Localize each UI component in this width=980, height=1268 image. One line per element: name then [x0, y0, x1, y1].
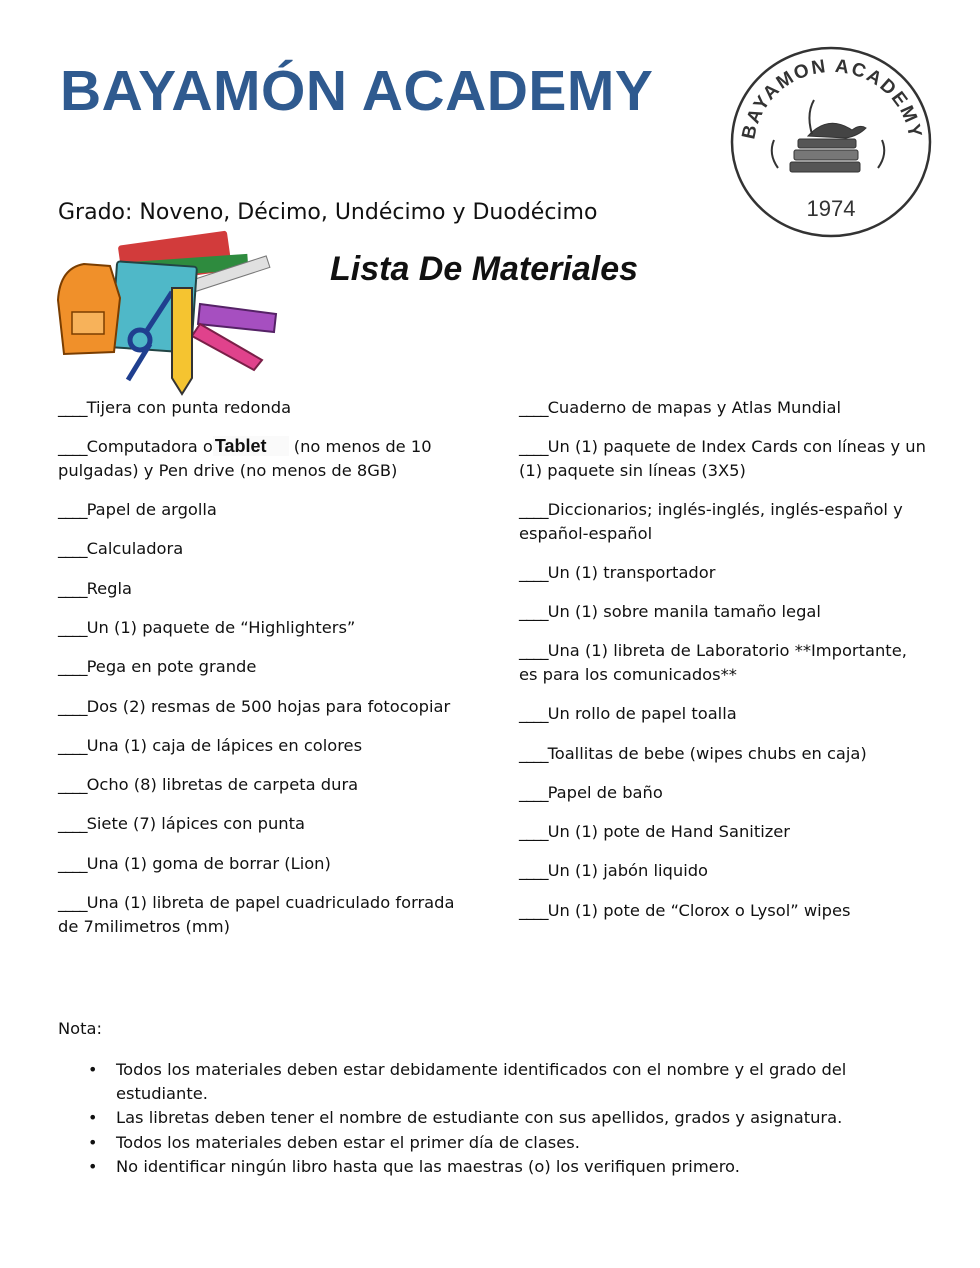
- checkbox-line[interactable]: ____: [58, 696, 87, 716]
- checkbox-line[interactable]: ____: [58, 853, 87, 873]
- bullet-icon: •: [88, 1060, 98, 1079]
- list-item: [58, 655, 478, 679]
- item-text: Calculadora: [86, 539, 184, 559]
- materials-list-title: Lista De Materiales: [330, 250, 639, 288]
- list-item: [58, 852, 478, 876]
- item-text: Una (1) goma de borrar (Lion): [86, 853, 331, 873]
- checkbox-line[interactable]: ____: [519, 861, 548, 881]
- item-text: Tijera con punta redonda: [86, 398, 292, 417]
- item-text: Diccionarios; inglés-inglés, inglés-español y español-español: [519, 500, 903, 543]
- list-item: [519, 435, 929, 482]
- list-item: [519, 742, 929, 766]
- list-item: [519, 820, 929, 844]
- seal-arc-text: BAYAMON ACADEMY: [738, 55, 926, 142]
- list-item: [519, 561, 929, 585]
- item-text: Ocho (8) libretas de carpeta dura: [86, 775, 359, 795]
- left-materials-list: [58, 396, 478, 954]
- checkbox-line[interactable]: ____: [58, 735, 87, 755]
- list-item: [519, 702, 929, 726]
- list-item: [58, 396, 478, 420]
- list-item: [519, 498, 929, 545]
- item-text: Una (1) libreta de Laboratorio **Importante, es para los comunicados**: [519, 641, 907, 684]
- note-text: No identificar ningún libro hasta que las maestras (o) los verifiquen primero.: [116, 1157, 740, 1176]
- note-text: Las libretas deben tener el nombre de estudiante con sus apellidos, grados y asignatura.: [116, 1108, 843, 1127]
- item-text: Toallitas de bebe (wipes chubs en caja): [547, 743, 867, 763]
- grade-heading: Grado: Noveno, Décimo, Undécimo y Duodécimo: [58, 200, 598, 225]
- item-text: Un rollo de papel toalla: [547, 704, 737, 724]
- checkbox-line[interactable]: ____: [58, 539, 87, 559]
- checkbox-line[interactable]: ____: [519, 743, 548, 763]
- item-text: Computadora o: [86, 437, 213, 457]
- list-item: [519, 899, 929, 923]
- checkbox-line[interactable]: ____: [519, 398, 548, 417]
- list-item: [58, 498, 478, 522]
- checkbox-line[interactable]: ____: [58, 775, 87, 795]
- checkbox-line[interactable]: ____: [519, 602, 548, 622]
- note-item: [58, 1106, 898, 1130]
- item-text-continued: (no menos de 10 pulgadas) y Pen drive (no menos de 8GB): [58, 437, 432, 480]
- item-text: Dos (2) resmas de 500 hojas para fotocopiar: [86, 696, 451, 716]
- tablet-highlight: Tablet: [213, 436, 289, 456]
- checkbox-line[interactable]: ____: [519, 500, 548, 520]
- item-text: Un (1) pote de “Clorox o Lysol” wipes: [547, 900, 851, 920]
- note-text: Todos los materiales deben estar el primer día de clases.: [116, 1132, 580, 1152]
- note-item: [58, 1131, 898, 1155]
- seal-year: 1974: [806, 196, 856, 221]
- checkbox-line[interactable]: ____: [58, 578, 87, 598]
- item-text: Papel de argolla: [86, 500, 217, 520]
- checkbox-line[interactable]: ____: [519, 782, 548, 802]
- checkbox-line[interactable]: ____: [58, 657, 87, 677]
- item-text: Regla: [86, 578, 132, 598]
- item-text: Una (1) caja de lápices en colores: [86, 735, 363, 755]
- checkbox-line[interactable]: ____: [58, 893, 87, 913]
- checkbox-line[interactable]: ____: [519, 641, 548, 661]
- list-item: [58, 695, 478, 719]
- notes-list: [58, 1058, 898, 1180]
- checkbox-line[interactable]: ____: [519, 822, 548, 842]
- checkbox-line[interactable]: ____: [58, 814, 87, 834]
- checkbox-line[interactable]: ____: [519, 437, 548, 457]
- page-title: BAYAMÓN ACADEMY: [60, 59, 654, 123]
- bullet-icon: •: [88, 1108, 98, 1127]
- item-text: Un (1) transportador: [547, 562, 716, 582]
- checkbox-line[interactable]: ____: [58, 437, 87, 457]
- item-text: Un (1) sobre manila tamaño legal: [547, 602, 821, 622]
- checkbox-line[interactable]: ____: [58, 398, 87, 417]
- list-item: [58, 616, 478, 640]
- item-text: Papel de baño: [547, 782, 663, 802]
- item-text: Un (1) paquete de Index Cards con líneas y un (1) paquete sin líneas (3X5): [519, 437, 926, 480]
- list-item: [58, 537, 478, 561]
- list-item: [519, 396, 929, 420]
- bullet-icon: •: [88, 1157, 98, 1176]
- item-text: Siete (7) lápices con punta: [86, 814, 305, 834]
- list-item: [519, 859, 929, 883]
- list-item: [58, 773, 478, 797]
- list-item: [58, 435, 478, 482]
- list-item: [519, 639, 929, 686]
- academy-seal-icon: [728, 44, 934, 240]
- list-item: [58, 891, 478, 938]
- checkbox-line[interactable]: ____: [519, 562, 548, 582]
- item-text: Un (1) paquete de “Highlighters”: [86, 617, 356, 637]
- item-text: Un (1) pote de Hand Sanitizer: [547, 822, 790, 842]
- note-item: [58, 1058, 898, 1105]
- item-text: Cuaderno de mapas y Atlas Mundial: [547, 398, 842, 417]
- checkbox-line[interactable]: ____: [519, 704, 548, 724]
- school-supplies-icon: [50, 228, 282, 398]
- checkbox-line[interactable]: ____: [58, 500, 87, 520]
- list-item: [58, 577, 478, 601]
- item-text: Un (1) jabón liquido: [547, 861, 709, 881]
- note-label: Nota:: [58, 1019, 102, 1038]
- checkbox-line[interactable]: ____: [519, 900, 548, 920]
- note-item: [58, 1155, 898, 1179]
- list-item: [519, 600, 929, 624]
- bullet-icon: •: [88, 1132, 98, 1152]
- list-item: [58, 812, 478, 836]
- checkbox-line[interactable]: ____: [58, 617, 87, 637]
- right-materials-list: [519, 396, 929, 938]
- list-item: [58, 734, 478, 758]
- item-text: Una (1) libreta de papel cuadriculado forrada de 7milimetros (mm): [58, 893, 455, 936]
- item-text: Pega en pote grande: [86, 657, 257, 677]
- note-text: Todos los materiales deben estar debidamente identificados con el nombre y el grado del estudiante.: [116, 1060, 847, 1103]
- list-item: [519, 781, 929, 805]
